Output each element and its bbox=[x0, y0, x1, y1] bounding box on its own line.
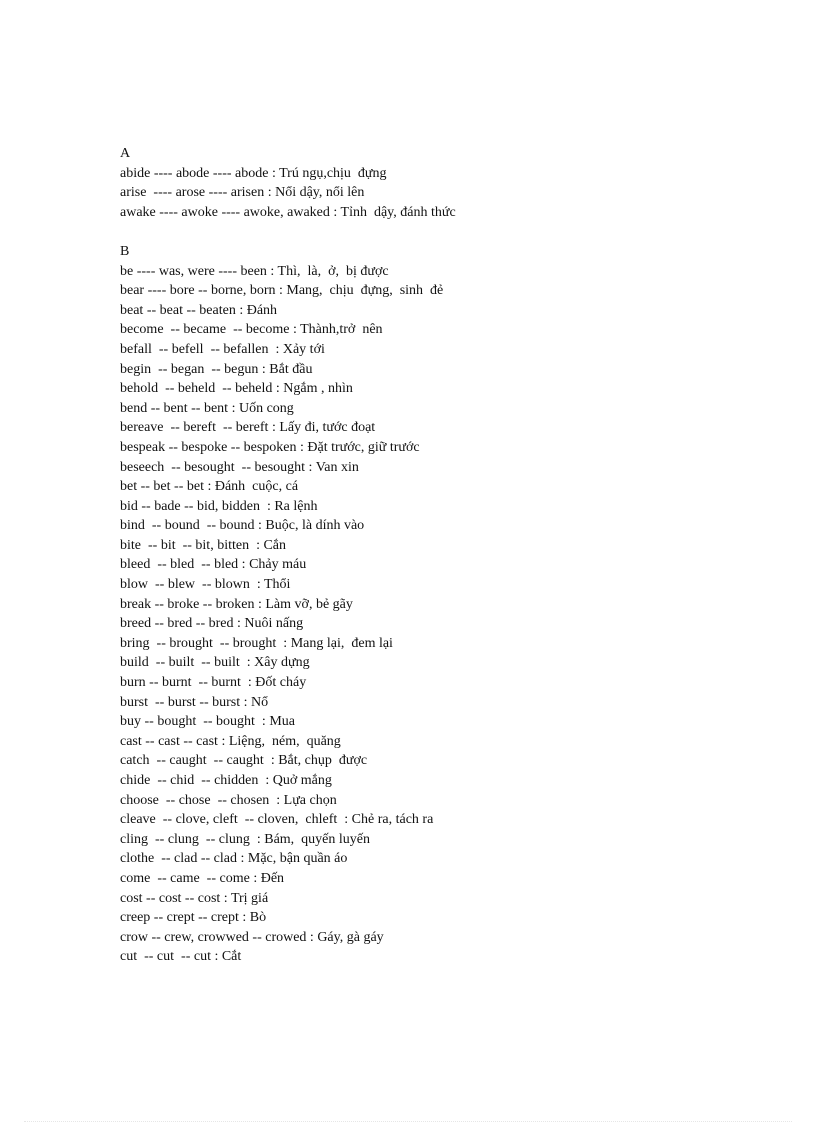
list-item: cleave -- clove, cleft -- cloven, chleft : Chẻ ra, tách ra bbox=[120, 812, 434, 828]
list-item: burst -- burst -- burst : Nổ bbox=[120, 694, 269, 710]
section-spacer bbox=[120, 222, 760, 242]
list-item: bespeak -- bespoke -- bespoken : Đặt trước, giữ trước bbox=[120, 439, 420, 455]
list-item: build -- built -- built : Xây dựng bbox=[120, 655, 310, 671]
list-item: awake ---- awoke ---- awoke, awaked : Tỉnh dậy, đánh thức bbox=[120, 204, 456, 220]
list-item: begin -- began -- begun : Bắt đầu bbox=[120, 361, 313, 377]
list-item: bereave -- bereft -- bereft : Lấy đi, tước đoạt bbox=[120, 420, 376, 436]
list-item: bid -- bade -- bid, bidden : Ra lệnh bbox=[120, 498, 318, 514]
list-item: break -- broke -- broken : Làm vỡ, bẻ gãy bbox=[120, 596, 353, 612]
list-item: choose -- chose -- chosen : Lựa chọn bbox=[120, 792, 337, 808]
list-item: arise ---- arose ---- arisen : Nổi dậy, nổi lên bbox=[120, 185, 365, 201]
list-item: buy -- bought -- bought : Mua bbox=[120, 714, 295, 730]
list-item: beat -- beat -- beaten : Đánh bbox=[120, 302, 278, 318]
list-item: bring -- brought -- brought : Mang lại, đem lại bbox=[120, 635, 393, 651]
list-item: breed -- bred -- bred : Nuôi nấng bbox=[120, 616, 304, 632]
list-item: cost -- cost -- cost : Trị giá bbox=[120, 890, 269, 906]
page-bottom-divider bbox=[24, 1121, 792, 1122]
list-item: befall -- befell -- befallen : Xảy tới bbox=[120, 341, 325, 357]
list-item: burn -- burnt -- burnt : Đốt cháy bbox=[120, 675, 307, 691]
list-item: bear ---- bore -- borne, born : Mang, chịu đựng, sinh đẻ bbox=[120, 283, 444, 299]
section-heading-b: B bbox=[120, 243, 130, 259]
section-heading-a: A bbox=[120, 146, 131, 161]
list-item: abide ---- abode ---- abode : Trú ngụ,chịu đựng bbox=[120, 165, 387, 181]
list-item: blow -- blew -- blown : Thổi bbox=[120, 577, 291, 593]
list-item: cling -- clung -- clung : Bám, quyến luyến bbox=[120, 831, 370, 847]
list-item: bind -- bound -- bound : Buộc, là dính vào bbox=[120, 518, 365, 534]
list-item: bet -- bet -- bet : Đánh cuộc, cá bbox=[120, 479, 299, 495]
list-item: crow -- crew, crowwed -- crowed : Gáy, gà gáy bbox=[120, 929, 384, 945]
list-item: become -- became -- become : Thành,trở nên bbox=[120, 322, 383, 338]
list-item: come -- came -- come : Đến bbox=[120, 870, 285, 886]
list-item: creep -- crept -- crept : Bò bbox=[120, 910, 267, 926]
list-item: cast -- cast -- cast : Liệng, ném, quăng bbox=[120, 733, 341, 749]
list-item: be ---- was, were ---- been : Thì, là, ở, bị được bbox=[120, 263, 389, 279]
list-item: bite -- bit -- bit, bitten : Cắn bbox=[120, 537, 287, 553]
list-item: catch -- caught -- caught : Bắt, chụp được bbox=[120, 753, 368, 769]
list-item: bend -- bent -- bent : Uốn cong bbox=[120, 400, 294, 416]
list-item: bleed -- bled -- bled : Chảy máu bbox=[120, 557, 307, 573]
list-item: clothe -- clad -- clad : Mặc, bận quần áo bbox=[120, 851, 348, 867]
list-item: cut -- cut -- cut : Cắt bbox=[120, 949, 242, 965]
list-item: behold -- beheld -- beheld : Ngắm , nhìn bbox=[120, 381, 353, 397]
verb-list bbox=[120, 144, 760, 967]
list-item: beseech -- besought -- besought : Van xin bbox=[120, 459, 359, 475]
list-item: chide -- chid -- chidden : Quở mắng bbox=[120, 773, 332, 788]
